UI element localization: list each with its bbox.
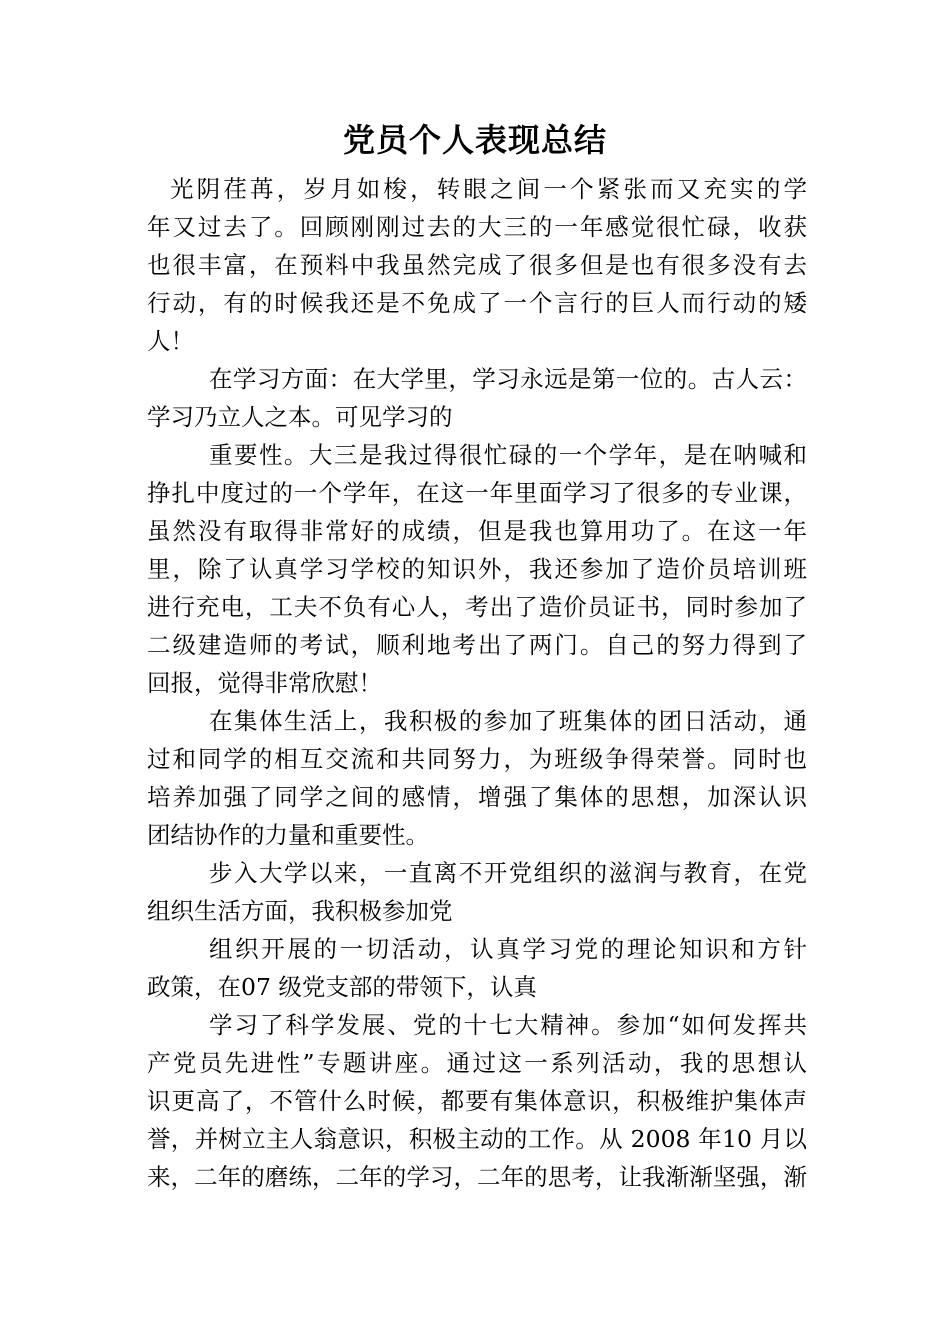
text-line: 政策，在07 级党支部的带领下，认真 [147,973,537,1001]
text-line: 回报，觉得非常欣慰！ [147,669,382,697]
text-line: 年又过去了。回顾刚刚过去的大三的一年感觉很忙碌，收获 [147,213,807,241]
text-line: 培养加强了同学之间的感情，增强了集体的思想，加深认识 [147,783,807,811]
text-line: 步入大学以来，一直离不开党组织的滋润与教育，在党 [209,859,807,887]
document-title: 党员个人表现总结 [342,121,607,159]
text-line: 来，二年的磨练，二年的学习，二年的思考，让我渐渐坚强，渐 [147,1163,807,1191]
text-line: 人！ [147,327,194,355]
text-line: 里，除了认真学习学校的知识外，我还参加了造价员培训班 [147,555,807,583]
text-line: 过和同学的相互交流和共同努力，为班级争得荣誉。同时也 [147,745,807,773]
text-line: 产党员先进性”专题讲座。通过这一系列活动，我的思想认 [147,1049,807,1077]
text-line: 学习乃立人之本。可见学习的 [147,403,453,431]
text-line: 在学习方面：在大学里，学习永远是第一位的。古人云： [209,365,807,393]
text-line: 学习了科学发展、党的十七大精神。参加“如何发挥共 [209,1011,807,1039]
text-line: 也很丰富，在预料中我虽然完成了很多但是也有很多没有去 [147,251,807,279]
text-line: 挣扎中度过的一个学年，在这一年里面学习了很多的专业课， [147,479,807,507]
text-line: 识更高了，不管什么时候，都要有集体意识，积极维护集体声 [147,1087,807,1115]
text-line: 二级建造师的考试，顺利地考出了两门。自己的努力得到了 [147,631,807,659]
text-line: 光阴荏苒，岁月如梭，转眼之间一个紧张而又充实的学 [170,175,807,203]
text-line: 誉，并树立主人翁意识，积极主动的工作。从 2008 年10 月以 [147,1125,807,1153]
text-line: 进行充电，工夫不负有心人，考出了造价员证书，同时参加了 [147,593,807,621]
text-line: 在集体生活上，我积极的参加了班集体的团日活动，通 [209,707,807,735]
text-line: 组织开展的一切活动，认真学习党的理论知识和方针 [209,935,807,963]
text-line: 团结协作的力量和重要性。 [147,821,429,849]
text-line: 虽然没有取得非常好的成绩，但是我也算用功了。在这一年 [147,517,807,545]
text-line: 行动，有的时候我还是不免成了一个言行的巨人而行动的矮 [147,289,807,317]
text-line: 组织生活方面，我积极参加党 [147,897,453,925]
text-line: 重要性。大三是我过得很忙碌的一个学年，是在呐喊和 [209,441,807,469]
